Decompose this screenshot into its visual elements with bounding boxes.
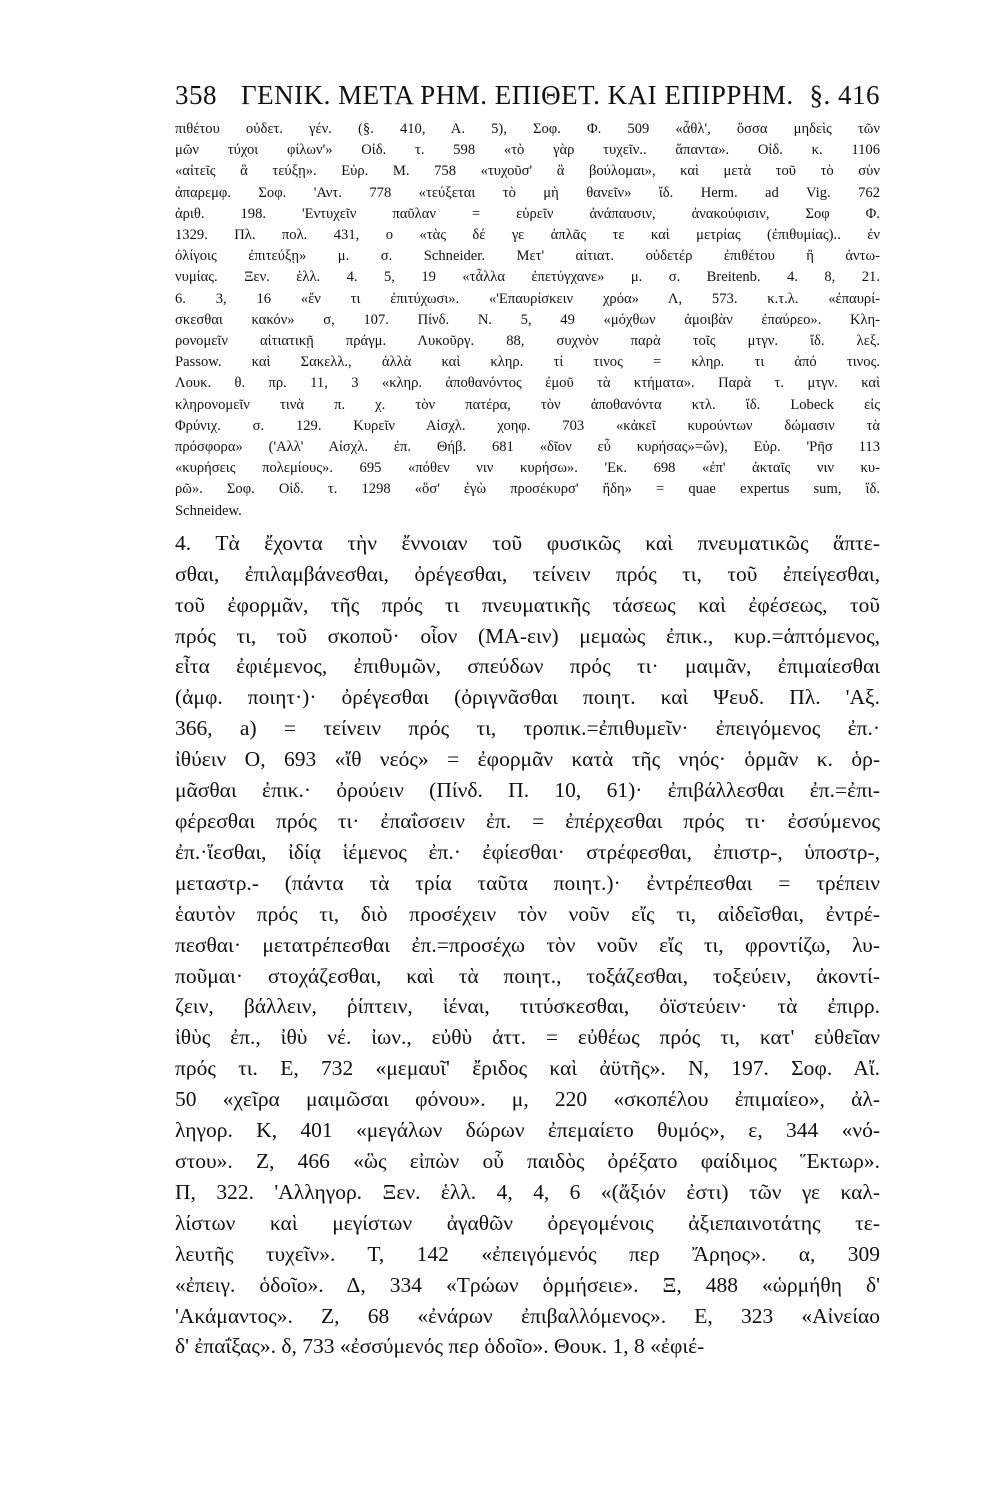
- footnote-line: σκεσθαι κακόν» σ, 107. Πίνδ. Ν. 5, 49 «μόχθων ἀμοιβὰν ἐπαύρεο». Κλη-: [175, 311, 880, 328]
- text-line: στου». Ζ, 466 «ὣς εἰπὼν οὗ παιδὸς ὀρέξατο φαίδιμος Ἕκτωρ».: [175, 1148, 880, 1173]
- text-line: μᾶσθαι ἐπικ.· ὀρούειν (Πίνδ. Π. 10, 61)· ἐπιβάλλεσθαι ἐπ.=ἐπι-: [175, 778, 880, 803]
- text-line: λίστων καὶ μεγίστων ἀγαθῶν ὀρεγομένοις ἀξιεπαινοτάτης τε-: [175, 1210, 880, 1235]
- text-line: εἶτα ἐφιέμενος, ἐπιθυμῶν, σπεύδων πρός τι· μαιμᾶν, ἐπιμαίεσθαι: [175, 654, 880, 679]
- text-line: λευτῆς τυχεῖν». Τ, 142 «ἐπειγόμενός περ Ἄρηος». α, 309: [175, 1241, 880, 1266]
- footnote-block: [175, 119, 880, 522]
- running-head-title: ΓΕΝΙΚ. ΜΕΤΑ ΡΗΜ. ΕΠΙΘΕΤ. ΚΑΙ ΕΠΙΡΡΗΜ.: [241, 80, 794, 110]
- book-page: [175, 80, 880, 1362]
- text-line: τοῦ ἐφορμᾶν, τῆς πρός τι πνευματικῆς τάσεως καὶ ἐφέσεως, τοῦ: [175, 592, 880, 617]
- text-line: δ' ἐπαΐξας». δ, 733 «ἐσσύμενός περ ὁδοῖο». Θουκ. 1, 8 «ἐφιέ-: [175, 1334, 705, 1359]
- text-line: πρός τι. Ε, 732 «μεμαυῖ' ἔριδος καὶ ἀϋτῆς». Ν, 197. Σοφ. Αἴ.: [175, 1056, 880, 1081]
- text-line: 50 «χεῖρα μαιμῶσαι φόνου». μ, 220 «σκοπέλου ἐπιμαίεο», ἀλ-: [175, 1087, 880, 1112]
- text-line: ἰθύειν Ο, 693 «ἴθ νεός» = ἐφορμᾶν κατὰ τῆς νηός· ὁρμᾶν κ. ὁρ-: [175, 747, 880, 772]
- page-number: 358: [175, 80, 217, 110]
- text-line: ἐπ.·ἵεσθαι, ἰδίᾳ ἱέμενος ἐπ.· ἐφίεσθαι· στρέφεσθαι, ἐπιστρ-, ὑποστρ-,: [175, 839, 880, 864]
- footnote-line: «κυρήσεις πολεμίους». 695 «πόθεν νιν κυρήσω». 'Εκ. 698 «ἐπ' ἀκταῖς νιν κυ-: [175, 460, 880, 477]
- footnote-line: νυμίας. Ξεν. ἑλλ. 4. 5, 19 «τἆλλα ἐπετύγχανε» μ. σ. Breitenb. 4. 8, 21.: [175, 269, 880, 286]
- footnote-line: 1329. Πλ. πολ. 431, ο «τὰς δέ γε ἁπλᾶς τε καὶ μετρίας (ἐπιθυμίας).. ἐν: [175, 227, 880, 244]
- text-line: ἰθὺς ἐπ., ἰθὺ νέ. ἰων., εὐθὺ ἀττ. = εὐθέως πρός τι, κατ' εὐθεῖαν: [175, 1025, 880, 1050]
- footnote-line: 6. 3, 16 «ἔν τι ἐπιτύχωσι». «'Επαυρίσκειν χρόα» Λ, 573. κ.τ.λ. «ἐπαυρί-: [175, 290, 880, 307]
- text-line: 'Ακάμαντος». Ζ, 68 «ἐνάρων ἐπιβαλλόμενος». Ε, 323 «Αἰνείαο: [175, 1303, 880, 1328]
- text-line: «ἐπειγ. ὁδοῖο». Δ, 334 «Τρώων ὁρμήσειε». Ξ, 488 «ὡρμήθη δ': [175, 1272, 880, 1297]
- footnote-line: πρόσφορα» ('Αλλ' Αἰσχλ. ἐπ. Θήβ. 681 «δῖον εὖ κυρήσας»=ὤν), Εὐρ. 'Ρῆσ 113: [175, 439, 880, 456]
- text-line: πρός τι, τοῦ σκοποῦ· οἷον (ΜΑ-ειν) μεμαὼς ἐπικ., κυρ.=ἁπτόμενος,: [175, 623, 880, 648]
- footnote-line: «αἰτεῖς ἃ τεύξῃ». Εὐρ. Μ. 758 «τυχοῦσ' ἃ βούλομαι», καὶ μετὰ τοῦ τὸ σὺν: [175, 163, 880, 180]
- footnote-line: πιθέτου οὐδετ. γέν. (§. 410, Α. 5), Σοφ. Φ. 509 «ἆθλ', ὅσσα μηδεὶς τῶν: [175, 121, 880, 137]
- footnote-line: Λουκ. θ. πρ. 11, 3 «κληρ. ἀποθανόντος ἐμοῦ τὰ κτήματα». Παρὰ τ. μτγν. καὶ: [175, 375, 880, 392]
- text-line: πεσθαι· μετατρέπεσθαι ἐπ.=προσέχω τὸν νοῦν εἴς τι, φροντίζω, λυ-: [175, 932, 880, 957]
- text-line: ζειν, βάλλειν, ῥίπτειν, ἱέναι, τιτύσκεσθαι, ὀϊστεύειν· τὰ ἐπιρρ.: [175, 994, 880, 1019]
- footnote-line: Passow. καὶ Σακελλ., ἀλλὰ καὶ κληρ. τί τινος = κληρ. τι ἀπό τινος.: [175, 354, 880, 371]
- running-head: [175, 80, 880, 111]
- text-line: 4. Τὰ ἔχοντα τὴν ἔννοιαν τοῦ φυσικῶς καὶ πνευματικῶς ἅπτε-: [175, 530, 880, 555]
- footnote-line: ἀριθ. 198. 'Εντυχεῖν παῦλαν = εὑρεῖν ἀνάπαυσιν, ἀνακούφισιν, Σοφ Φ.: [175, 205, 880, 222]
- footnote-line: ἀπαρεμφ. Σοφ. 'Αντ. 778 «τεύξεται τὸ μὴ θανεῖν» ἴδ. Herm. ad Vig. 762: [175, 184, 880, 201]
- footnote-line: μῶν τύχοι φίλων'» Οἰδ. τ. 598 «τὸ γὰρ τυχεῖν.. ἅπαντα». Οἰδ. κ. 1106: [175, 142, 880, 159]
- text-line: Π, 322. 'Αλληγορ. Ξεν. ἑλλ. 4, 4, 6 «(ἄξιόν ἐστι) τῶν γε καλ-: [175, 1179, 880, 1204]
- text-line: (ἀμφ. ποιητ·)· ὀρέγεσθαι (ὀριγνᾶσθαι ποιητ. καὶ Ψευδ. Πλ. 'Αξ.: [175, 685, 880, 710]
- footnote-line: Schneidew.: [175, 502, 242, 519]
- footnote-line: ρονομεῖν αἰτιατικῇ πράγμ. Λυκοῦργ. 88, συχνὸν παρὰ τοῖς μτγν. ἴδ. λεξ.: [175, 333, 880, 350]
- text-line: 366, a) = τείνειν πρός τι, τροπικ.=ἐπιθυμεῖν· ἐπειγόμενος ἐπ.·: [175, 716, 880, 741]
- text-line: ληγορ. Κ, 401 «μεγάλων δώρων ἐπεμαίετο θυμός», ε, 344 «νό-: [175, 1118, 880, 1143]
- section-number: §. 416: [809, 80, 880, 110]
- text-line: φέρεσθαι πρός τι· ἐπαΐσσειν ἐπ. = ἐπέρχεσθαι πρός τι· ἐσσύμενος: [175, 809, 880, 834]
- text-line: ποῦμαι· στοχάζεσθαι, καὶ τὰ ποιητ., τοξάζεσθαι, τοξεύειν, ἀκοντί-: [175, 963, 880, 988]
- footnote-line: ρῶ». Σοφ. Οἰδ. τ. 1298 «ὅσ' ἐγὼ προσέκυρσ' ἤδη» = quae expertus sum, ἴδ.: [175, 481, 880, 498]
- main-text-block: [175, 528, 880, 1362]
- footnote-line: ὀλίγοις ἐπιτεύξῃ» μ. σ. Schneider. Μετ' αἰτιατ. οὐδετέρ ἐπιθέτου ἢ ἀντω-: [175, 248, 880, 265]
- text-line: μεταστρ.- (πάντα τὰ τρία ταῦτα ποιητ.)· ἐντρέπεσθαι = τρέπειν: [175, 870, 880, 895]
- text-line: ἑαυτὸν πρός τι, διὸ προσέχειν τὸν νοῦν εἴς τι, αἰδεῖσθαι, ἐντρέ-: [175, 901, 880, 926]
- footnote-line: Φρύνιχ. σ. 129. Κυρεῖν Αἰσχλ. χοηφ. 703 «κἀκεῖ κυρούντων δώμασιν τὰ: [175, 417, 880, 434]
- footnote-line: κληρονομεῖν τινὰ π. χ. τὸν πατέρα, τὸν ἀποθανόντα κτλ. ἴδ. Lobeck εἰς: [175, 396, 880, 413]
- text-line: σθαι, ἐπιλαμβάνεσθαι, ὀρέγεσθαι, τείνειν πρός τι, τοῦ ἐπείγεσθαι,: [175, 561, 880, 586]
